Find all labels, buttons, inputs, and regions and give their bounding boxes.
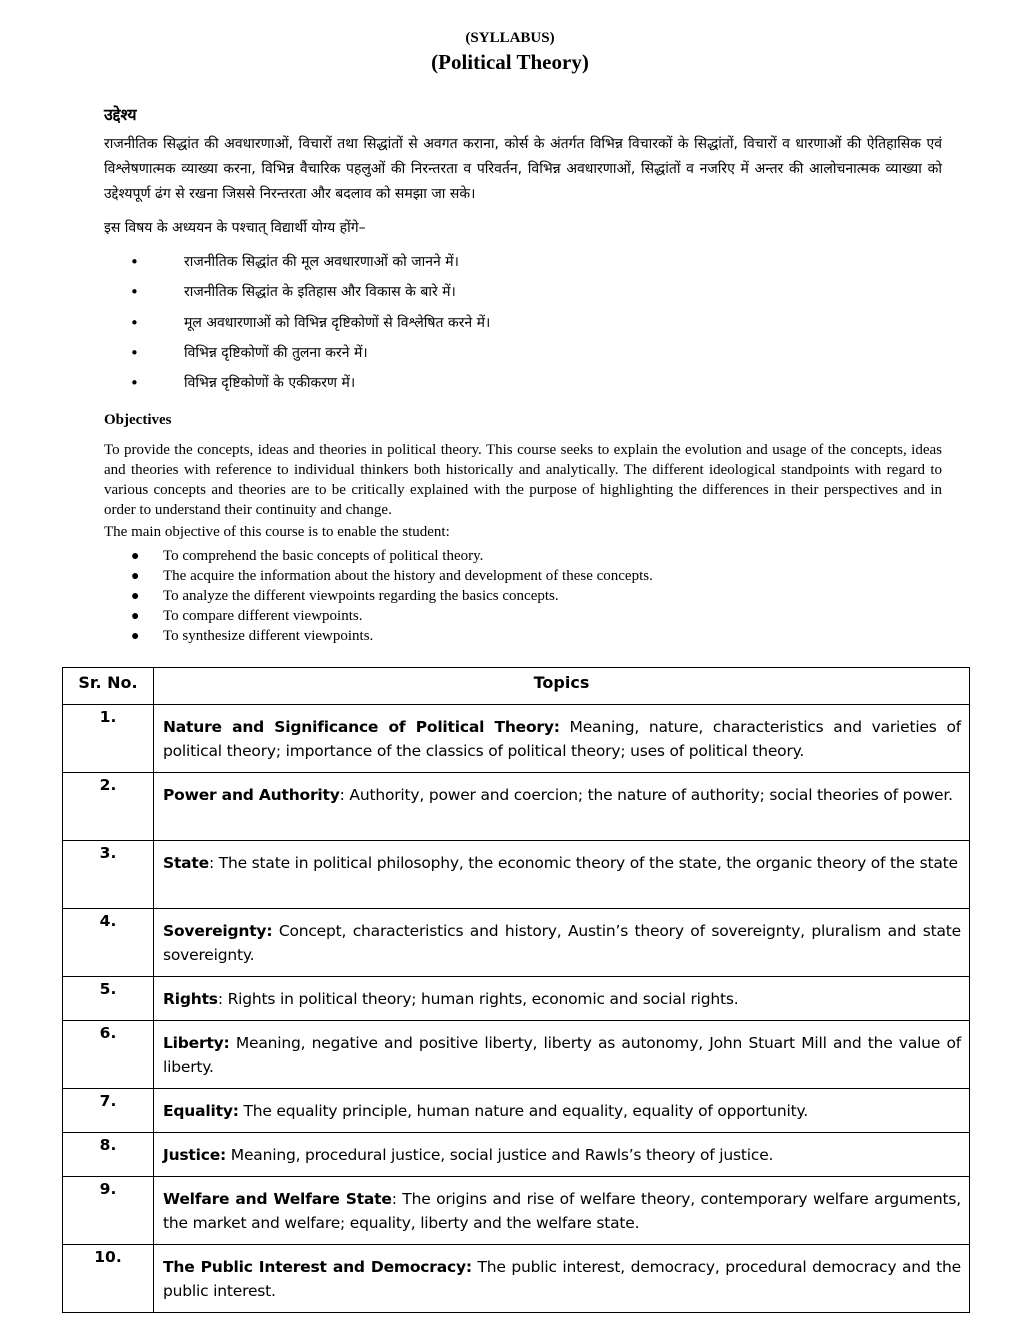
list-item [104,547,904,567]
topic-cell [154,705,970,773]
sr-no-cell: 7. [63,1089,154,1133]
topic-title: Equality: [163,1102,239,1120]
list-item [104,607,904,627]
list-item-text: To compare different viewpoints. [163,608,363,624]
sr-no-cell: 10. [63,1245,154,1313]
table-row [63,1245,970,1313]
table-row [63,1021,970,1089]
table-row [63,773,970,841]
bullet-icon: ● [131,629,140,644]
hindi-objectives-heading: उद्देश्य [104,105,137,124]
list-item [104,370,904,400]
topic-text: : Rights in political theory; human rights, economic and social rights. [217,990,739,1008]
bullet-icon: • [130,313,139,332]
bullet-icon: • [130,343,139,362]
topic-text: : The origins and rise of welfare theory, contemporary welfare arguments, the market and welfare; equality, liberty and the welfare state. [163,1190,961,1232]
sr-no-cell: 1. [63,705,154,773]
objectives-heading: Objectives [104,412,172,428]
topic-title: Rights [163,990,218,1008]
sr-no-cell: 2. [63,773,154,841]
list-item-text: To synthesize different viewpoints. [163,628,374,644]
sr-no-header: Sr. No. [63,668,154,705]
topic-cell [154,1177,970,1245]
table-row [63,841,970,909]
topic-text: Meaning, negative and positive liberty, liberty as autonomy, John Stuart Mill and the value of liberty. [163,1034,961,1076]
bullet-icon: • [130,374,139,393]
table-row [63,705,970,773]
table-row [63,1089,970,1133]
list-item [104,627,904,647]
list-item [104,587,904,607]
topic-cell [154,1021,970,1089]
objectives-lead: The main objective of this course is to enable the student: [104,524,450,540]
topic-cell [154,977,970,1021]
topic-cell [154,841,970,909]
list-item-text: राजनीतिक सिद्धांत के इतिहास और विकास के बारे में। [184,284,456,301]
topics-table [62,667,970,1313]
table-header-row [63,668,970,705]
list-item-text: The acquire the information about the history and development of these concepts. [163,568,653,584]
sr-no-cell: 3. [63,841,154,909]
sr-no-cell: 4. [63,909,154,977]
bullet-icon: ● [131,569,140,584]
topic-title: Liberty: [163,1034,230,1052]
syllabus-label: (SYLLABUS) [465,30,555,46]
topics-header: Topics [154,668,970,705]
bullet-icon: ● [131,589,140,604]
list-item [104,249,904,279]
topic-title: Justice: [163,1146,227,1164]
sr-no-cell: 9. [63,1177,154,1245]
table-row [63,977,970,1021]
page-title: (Political Theory) [431,50,589,74]
list-item-text: To analyze the different viewpoints regarding the basics concepts. [163,588,559,604]
topic-text: The public interest, democracy, procedural democracy and the public interest. [163,1258,961,1300]
sr-no-cell: 6. [63,1021,154,1089]
topic-title: Welfare and Welfare State [163,1190,392,1208]
topic-cell [154,1245,970,1313]
topic-text: : The state in political philosophy, the economic theory of the state, the organic theory of the state [208,854,958,872]
table-row [63,909,970,977]
topic-cell [154,1133,970,1177]
objectives-list [104,547,904,647]
hindi-objectives-list [104,249,904,400]
topic-cell [154,773,970,841]
topic-title: Power and Authority [163,786,340,804]
topic-title: Sovereignty: [163,922,273,940]
bullet-icon: • [130,283,139,302]
bullet-icon: • [130,253,139,271]
list-item-text: राजनीतिक सिद्धांत की मूल अवधारणाओं को जानने में। [184,254,459,270]
list-item [104,567,904,587]
list-item [104,310,904,340]
list-item [104,340,904,370]
bullet-icon: ● [131,609,140,624]
list-item-text: To comprehend the basic concepts of political theory. [163,548,484,564]
objectives-paragraph: To provide the concepts, ideas and theories in political theory. This course seeks to explain the evolution and usage of the concepts, ideas and theories with reference to individual thinkers both historically and analytically. The different ideological standpoints with regard to various concepts and theories are to be critically explained with the purpose of highlighting the differences in their perspectives and in order to understand their continuity and change. [104,442,942,518]
topic-title: State [163,854,209,872]
list-item [104,279,904,309]
topic-title: Nature and Significance of Political Theory: [163,718,560,736]
topic-cell [154,909,970,977]
topic-cell [154,1089,970,1133]
topic-text: : Authority, power and coercion; the nature of authority; social theories of power. [339,786,953,804]
topic-title: The Public Interest and Democracy: [163,1258,472,1276]
bullet-icon: ● [131,549,140,564]
list-item-text: विभिन्न दृष्टिकोणों के एकीकरण में। [184,375,356,392]
sr-no-cell: 5. [63,977,154,1021]
topic-text: Meaning, nature, characteristics and varieties of political theory; importance of the classics of political theory; uses of political theory. [163,718,961,760]
topic-text: Meaning, procedural justice, social justice and Rawls’s theory of justice. [226,1146,774,1164]
topic-text: Concept, characteristics and history, Austin’s theory of sovereignty, pluralism and state sovereignty. [163,922,961,964]
hindi-objectives-lead: इस विषय के अध्ययन के पश्चात् विद्यार्थी योग्य होंगे– [104,220,366,236]
table-row [63,1133,970,1177]
list-item-text: विभिन्न दृष्टिकोणों की तुलना करने में। [184,344,368,361]
sr-no-cell: 8. [63,1133,154,1177]
table-row [63,1177,970,1245]
topic-text: The equality principle, human nature and equality, equality of opportunity. [238,1102,808,1120]
list-item-text: मूल अवधारणाओं को विभिन्न दृष्टिकोणों से विश्लेषित करने में। [184,314,491,331]
hindi-objectives-paragraph: राजनीतिक सिद्धांत की अवधारणाओं, विचारों तथा सिद्धांतों से अवगत कराना, कोर्स के अंतर्गत विभिन्न विचारकों के सिद्धांतों, विचारों व धारणाओं की ऐतिहासिक एवं विश्लेषणात्मक व्याख्या करना, विभिन्न वैचारिक पहलुओं की निरन्तरता व परिवर्तन, विभिन्न अवधारणाओं, सिद्धांतों व नजरिए में अन्तर की आलोचनात्मक व्याख्या को उद्देश्यपूर्ण ढंग से रखना जिससे निरन्तरता और बदलाव को समझा जा सके। [104,136,942,202]
